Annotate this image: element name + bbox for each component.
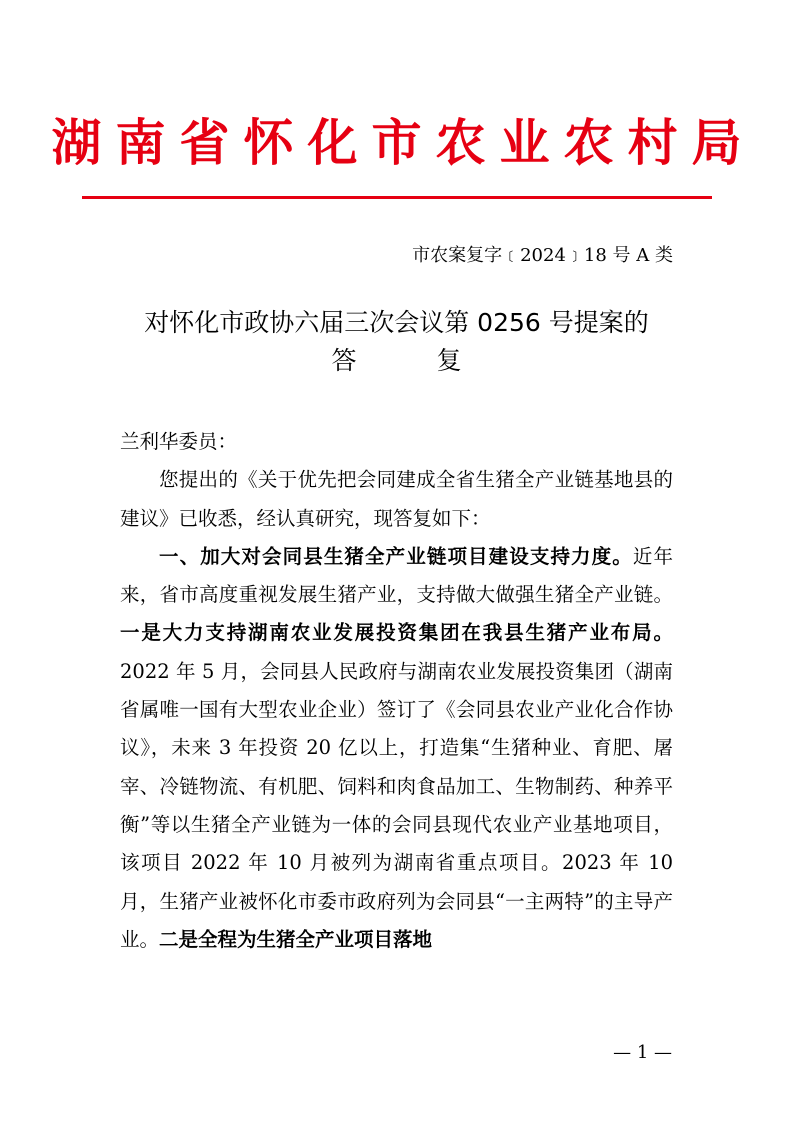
section1-intro: 近年来，省市高度重视发展生猪产业，支持做大做强生猪全产业链。: [120, 544, 673, 607]
section1-heading: 一、加大对会同县生猪全产业链项目建设支持力度。: [159, 544, 633, 568]
document-body: [120, 423, 673, 959]
document-title-line1: 对怀化市政协六届三次会议第 0256 号提案的: [144, 308, 649, 337]
intro-paragraph: 您提出的《关于优先把会同建成全省生猪全产业链基地县的建议》已收悉，经认真研究，现答复如下：: [120, 468, 673, 530]
document-title-line2: 答复: [331, 346, 542, 375]
document-number: 市农案复字﹝2024﹞18 号 A 类: [412, 245, 673, 266]
point1-heading: 一是大力支持湖南农业发展投资集团在我县生猪产业布局。: [120, 621, 673, 645]
salutation: 兰利华委员：: [120, 430, 238, 453]
point2-heading: 二是全程为生猪全产业项目落地: [159, 927, 433, 951]
point1-text: 2022 年 5 月，会同县人民政府与湖南农业发展投资集团（湖南省属唯一国有大型农业企业）签订了《会同县农业产业化合作协议》，未来 3 年投资 20 亿以上，打造集“生猪种业、育肥、屠宰、冷链物流、有机肥、饲料和肉食品加工、生物制药、种养平衡”等以生猪全产业链为一体的会同县现代农业产业基地项目，该项目 2022 年 10 月被列为湖南省重点项目。2023 年 10 月，生猪产业被怀化市委市政府列为会同县“一主两特”的主导产业。: [120, 659, 673, 951]
section1-paragraph: [120, 538, 673, 959]
header-red-rule: [82, 196, 712, 199]
page-number: — 1 —: [613, 1042, 672, 1063]
org-header-title: 湖南省怀化市农业农村局: [51, 114, 756, 172]
